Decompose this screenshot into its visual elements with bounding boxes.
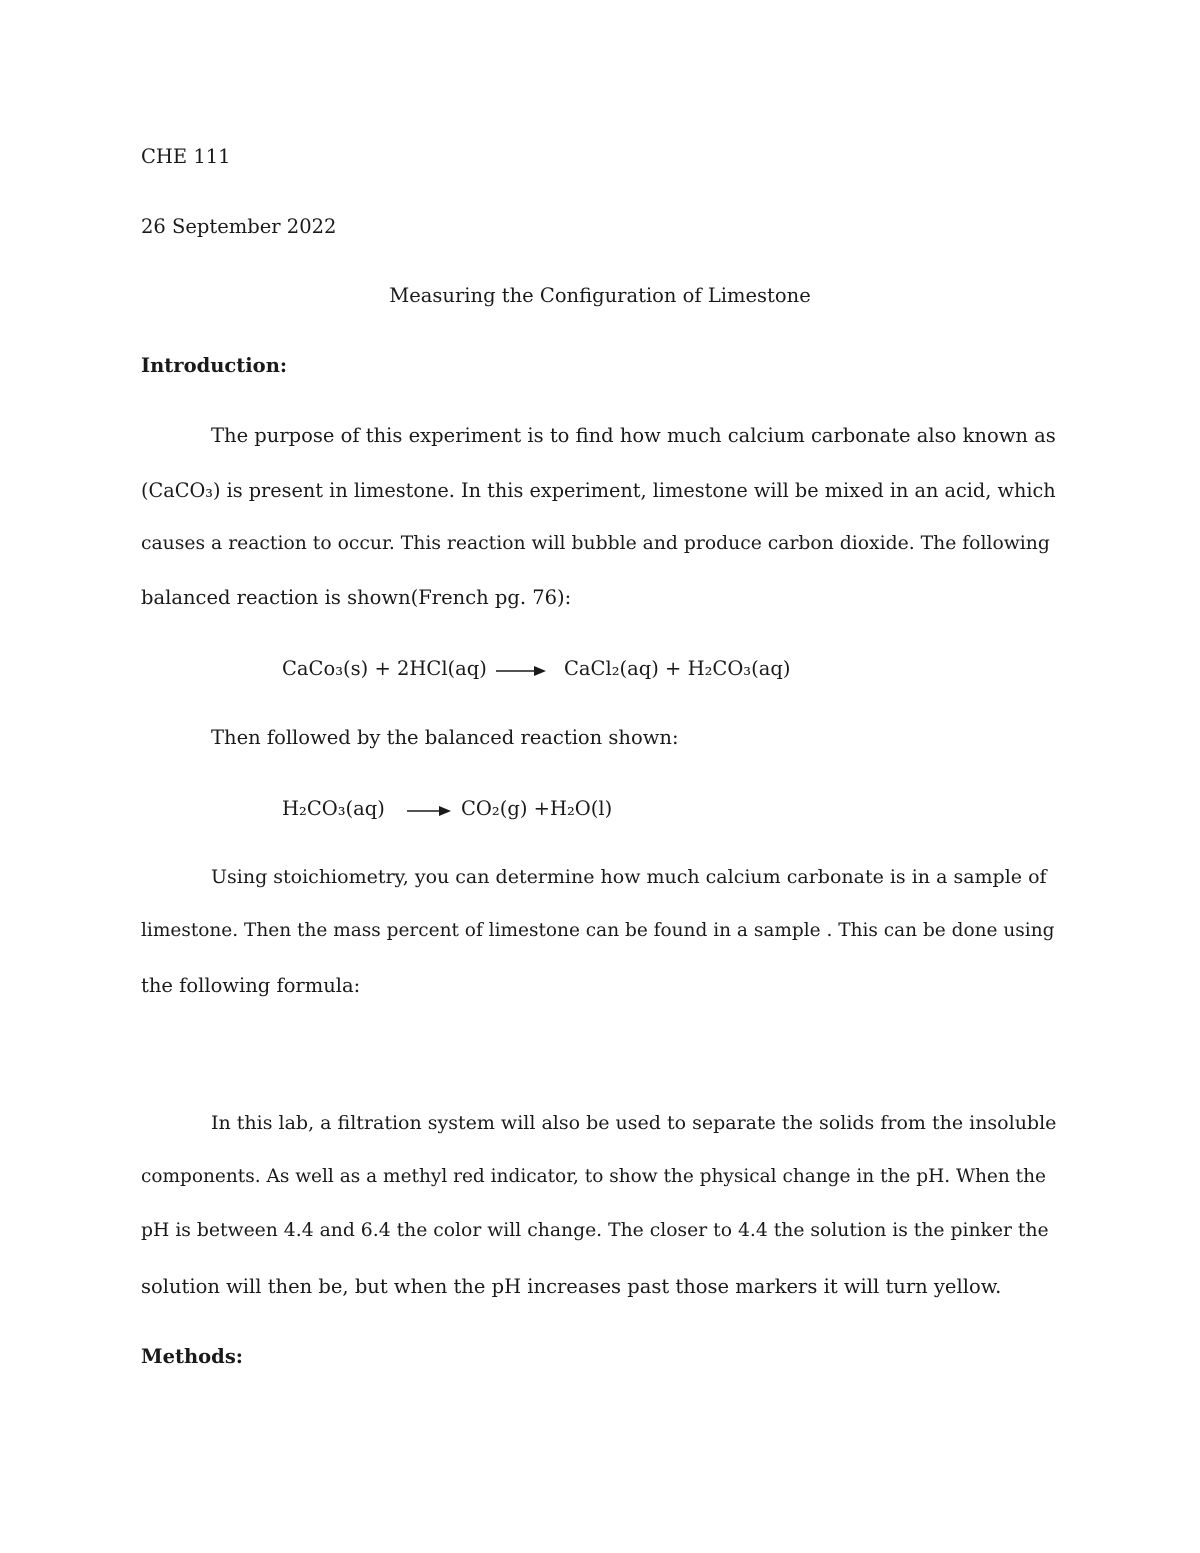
- document-date: 26 September 2022: [141, 215, 337, 238]
- equation-1-reactants: CaCo₃(s) + 2HCl(aq): [282, 657, 487, 680]
- intro-paragraph-line: the following formula:: [141, 974, 361, 997]
- methods-heading: Methods:: [141, 1345, 243, 1368]
- intro-paragraph-line: components. As well as a methyl red indicator, to show the physical change in the pH. When the: [141, 1166, 1046, 1187]
- course-code: CHE 111: [141, 145, 231, 168]
- equation-1-products: CaCl₂(aq) + H₂CO₃(aq): [564, 657, 791, 680]
- intro-paragraph-line: limestone. Then the mass percent of limestone can be found in a sample . This can be done using: [141, 920, 1055, 941]
- reaction-arrow-icon: [496, 664, 548, 678]
- document-title: Measuring the Configuration of Limestone: [389, 284, 811, 307]
- followup-text: Then followed by the balanced reaction shown:: [211, 726, 679, 749]
- intro-paragraph-line: pH is between 4.4 and 6.4 the color will change. The closer to 4.4 the solution is the pinker the: [141, 1220, 1049, 1241]
- intro-paragraph-line: The purpose of this experiment is to find how much calcium carbonate also known as: [211, 424, 1056, 447]
- equation-2-reactants: H₂CO₃(aq): [282, 797, 385, 820]
- intro-paragraph-line: (CaCO₃) is present in limestone. In this experiment, limestone will be mixed in an acid, which: [141, 479, 1056, 502]
- introduction-heading: Introduction:: [141, 354, 288, 377]
- intro-paragraph-line: Using stoichiometry, you can determine how much calcium carbonate is in a sample of: [211, 866, 1047, 888]
- intro-paragraph-line: solution will then be, but when the pH increases past those markers it will turn yellow.: [141, 1275, 1002, 1298]
- equation-2-products: CO₂(g) +H₂O(l): [461, 797, 613, 820]
- intro-paragraph-line: causes a reaction to occur. This reaction will bubble and produce carbon dioxide. The following: [141, 533, 1050, 554]
- reaction-arrow-icon: [407, 804, 453, 818]
- intro-paragraph-line: In this lab, a filtration system will also be used to separate the solids from the insoluble: [211, 1112, 1057, 1134]
- intro-paragraph-line: balanced reaction is shown(French pg. 76):: [141, 586, 572, 609]
